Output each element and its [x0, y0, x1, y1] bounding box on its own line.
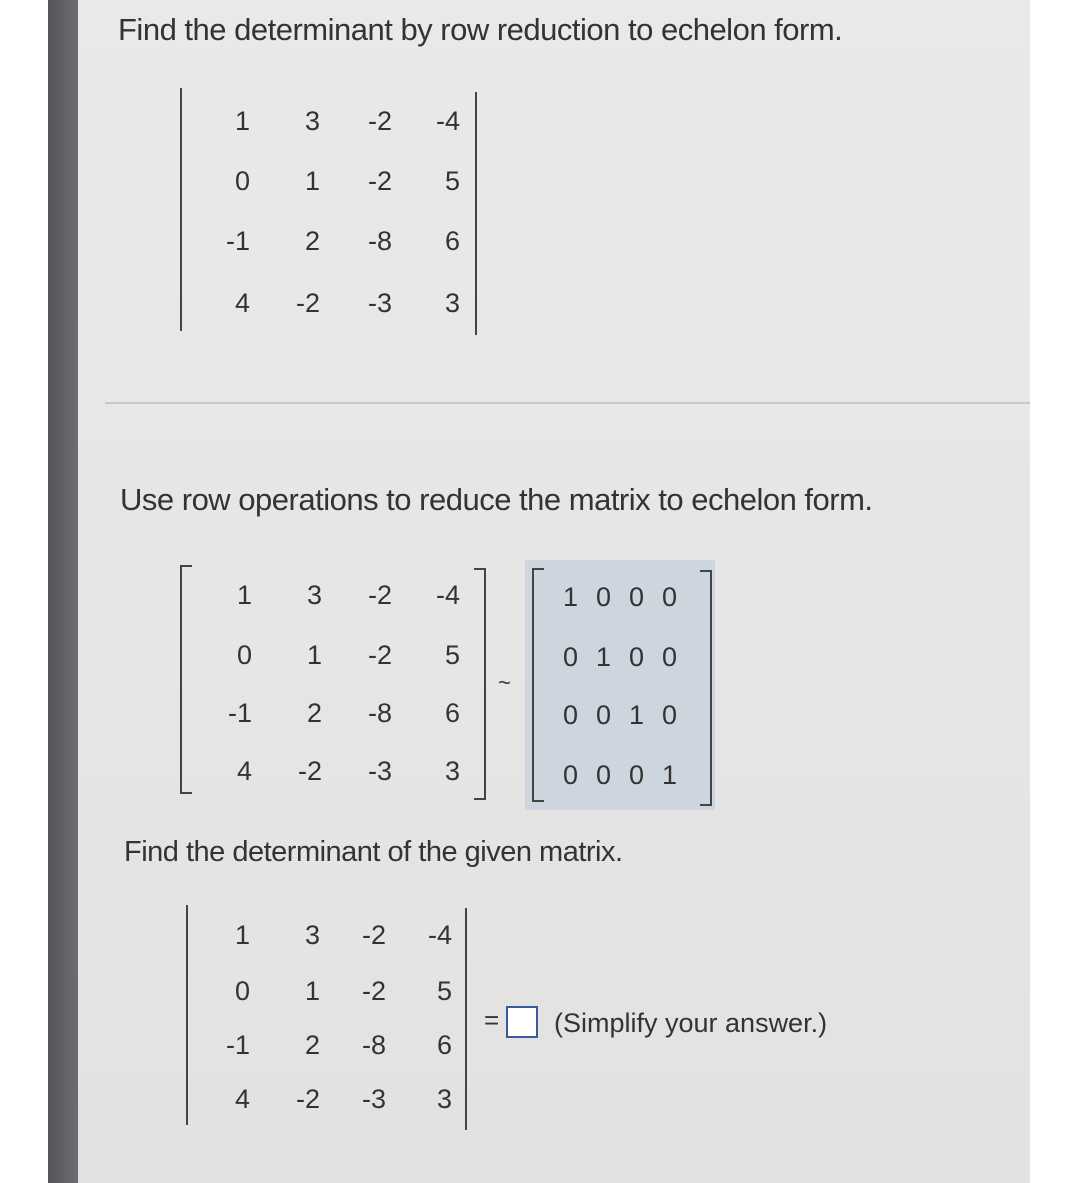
matrix-cell: 3 [444, 756, 460, 786]
matrix-cell: 5 [436, 976, 452, 1006]
answer-cell[interactable]: 1 [628, 700, 644, 730]
instruction-find-determinant: Find the determinant of the given matrix. [124, 836, 623, 868]
matrix-cell: 3 [304, 106, 320, 136]
matrix-cell: -1 [227, 698, 252, 728]
matrix-cell: 6 [444, 698, 460, 728]
matrix-cell: 2 [304, 226, 320, 256]
matrix-cell: 3 [304, 920, 320, 950]
matrix-cell: -2 [367, 640, 392, 670]
answer-cell[interactable]: 0 [562, 760, 578, 790]
matrix-cell: -8 [361, 1030, 386, 1060]
matrix-cell: -1 [225, 226, 250, 256]
matrix-cell: 4 [234, 1084, 250, 1114]
answer-cell[interactable]: 0 [562, 642, 578, 672]
matrix-cell: -2 [367, 166, 392, 196]
matrix-cell: 1 [304, 166, 320, 196]
row-equivalent-symbol: ~ [498, 670, 511, 695]
matrix-cell: -3 [367, 288, 392, 318]
determinant-bar-left [186, 905, 188, 1125]
section-divider [105, 402, 1030, 404]
left-bezel [0, 0, 50, 1183]
right-edge [1030, 0, 1080, 1183]
matrix-cell: 5 [444, 640, 460, 670]
determinant-bar-left [180, 88, 182, 331]
prompt-title: Find the determinant by row reduction to echelon form. [118, 12, 843, 47]
matrix-cell: 4 [236, 756, 252, 786]
simplify-hint: (Simplify your answer.) [554, 1008, 828, 1038]
answer-cell[interactable]: 0 [628, 760, 644, 790]
matrix-cell: 3 [436, 1084, 452, 1114]
determinant-answer-input[interactable] [506, 1006, 538, 1038]
matrix-cell: -4 [435, 106, 460, 136]
matrix-cell: -3 [367, 756, 392, 786]
matrix-cell: -1 [225, 1030, 250, 1060]
matrix-cell: -2 [361, 920, 386, 950]
matrix-cell: -2 [295, 1084, 320, 1114]
matrix-cell: -3 [361, 1084, 386, 1114]
answer-cell[interactable]: 0 [595, 582, 611, 612]
answer-cell[interactable]: 0 [661, 642, 677, 672]
matrix-cell: -2 [367, 580, 392, 610]
instruction-row-operations: Use row operations to reduce the matrix to echelon form. [120, 482, 873, 517]
matrix-cell: 2 [304, 1030, 320, 1060]
answer-cell[interactable]: 0 [628, 582, 644, 612]
matrix-cell: 0 [234, 976, 250, 1006]
answer-cell[interactable]: 0 [628, 642, 644, 672]
matrix-cell: 3 [306, 580, 322, 610]
answer-cell[interactable]: 0 [661, 700, 677, 730]
determinant-bar-right [475, 92, 477, 335]
answer-cell[interactable]: 1 [595, 642, 611, 672]
answer-cell[interactable]: 0 [595, 700, 611, 730]
matrix-cell: -2 [297, 756, 322, 786]
matrix-cell: 1 [306, 640, 322, 670]
matrix-cell: -4 [427, 920, 452, 950]
matrix-cell: 6 [436, 1030, 452, 1060]
answer-cell[interactable]: 0 [562, 700, 578, 730]
answer-cell[interactable]: 0 [595, 760, 611, 790]
answer-cell[interactable]: 0 [661, 582, 677, 612]
matrix-cell: 1 [236, 580, 252, 610]
matrix-cell: 2 [306, 698, 322, 728]
answer-bracket-right [700, 570, 712, 806]
equals-sign: = [484, 1005, 500, 1035]
matrix-cell: 1 [304, 976, 320, 1006]
matrix-cell: -2 [361, 976, 386, 1006]
matrix-cell: 3 [444, 288, 460, 318]
matrix-cell: 5 [444, 166, 460, 196]
matrix-cell: -8 [367, 226, 392, 256]
matrix-cell: -2 [295, 288, 320, 318]
matrix-cell: 0 [236, 640, 252, 670]
bracket-left [180, 565, 192, 794]
matrix-cell: -4 [435, 580, 460, 610]
matrix-cell: 6 [444, 226, 460, 256]
matrix-cell: 1 [234, 920, 250, 950]
matrix-cell: 1 [234, 106, 250, 136]
bracket-right [474, 568, 486, 800]
matrix-cell: -8 [367, 698, 392, 728]
screen-edge [48, 0, 78, 1183]
matrix-cell: 0 [234, 166, 250, 196]
matrix-cell: 4 [234, 288, 250, 318]
matrix-cell: -2 [367, 106, 392, 136]
answer-cell[interactable]: 1 [562, 582, 578, 612]
determinant-bar-right [465, 908, 467, 1130]
answer-cell[interactable]: 1 [661, 760, 677, 790]
